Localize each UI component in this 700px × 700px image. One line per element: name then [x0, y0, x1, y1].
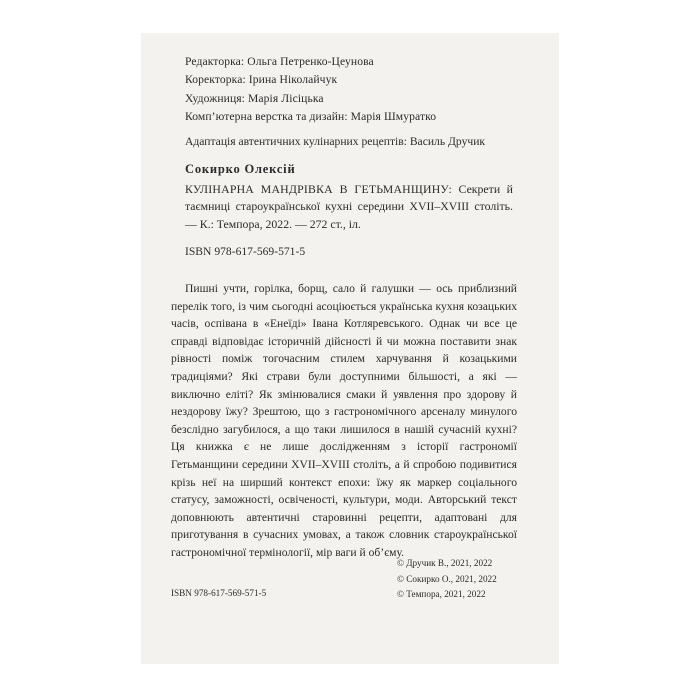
copyright-line: © Темпора, 2021, 2022 [397, 589, 486, 600]
credit-editor: Редакторка: Ольга Петренко-Цеунова [185, 55, 374, 68]
bibliographic-record [185, 181, 513, 233]
annotation-text: Пишні учти, горілка, борщ, сало й галушки — ось приблизний перелік того, із чим сьогодні асоціюється українська кухня козацьких часів, оспівана в «Енеїді» Івана Котляревського. Однак чи все це справді відповідає історичній дійсності й чи можна поставити знак рівності поміж тогочасним стилем харчування й козацькими традиціями? Які страви були доступними більшості, а які — виключно еліті? Як змінювалися смаки й уявлення про здорову й нездорову їжу? Зрештою, що з гастрономічного арсеналу минулого безслідно загубилося, а що таки лишилося в нашій сучасній кухні? Ця книжка є не лише дослідженням з історії гастрономії Гетьманщини середини XVII–XVIII століть, а й спробою подивитися крізь неї на ширший контекст епохи: їжу як маркер соціального статусу, заможності, освіченості, культури, моди. Авторський текст доповнюють автентичні старовинні рецепти, адаптовані для приготування в сучасних умовах, а також словник староукраїнської гастрономічної термінології, мір ваги й об’єму. [171, 282, 517, 559]
isbn-footer: ISBN 978-617-569-571-5 [171, 588, 267, 598]
book-title: КУЛІНАРНА МАНДРІВКА В ГЕТЬМАНЩИНУ: [185, 182, 453, 196]
credits-block [185, 53, 525, 126]
bibliographic-details: Секрети й таємниці староукраїнської кухні середини XVII–XVIII століть. — К.: Темпора, 2022. — 272 ст., іл. [185, 182, 513, 231]
isbn-record: ISBN 978-617-569-571-5 [185, 245, 306, 258]
credit-artist: Художниця: Марія Лісіцька [185, 91, 324, 105]
credit-layout-design: Комп’ютерна верстка та дизайн: Марія Шмуратко [185, 109, 437, 123]
copyright-block [397, 556, 547, 603]
copyright-line: © Сокирко О., 2021, 2022 [397, 573, 497, 584]
credit-proofreader: Коректорка: Ірина Ніколайчук [185, 73, 338, 87]
credit-recipe-adaptation: Адаптація автентичних кулінарних рецептів: Василь Дручик [185, 135, 486, 148]
copyright-line: © Дручик В., 2021, 2022 [397, 558, 493, 568]
author-name: Сокирко Олексій [185, 162, 296, 176]
